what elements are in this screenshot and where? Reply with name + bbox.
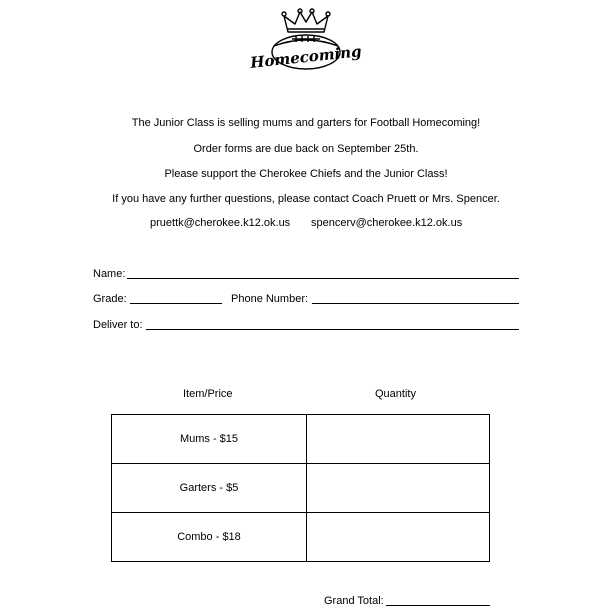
table-row [112, 415, 490, 464]
intro-line-2: Order forms are due back on September 25th. [193, 143, 419, 155]
intro-line-1: The Junior Class is selling mums and garters for Football Homecoming! [131, 117, 481, 129]
name-label: Name: [93, 268, 126, 280]
grade-label: Grade: [93, 293, 127, 305]
name-field[interactable] [127, 278, 519, 279]
phone-label: Phone Number: [231, 293, 309, 305]
grand-total-field[interactable] [386, 605, 490, 606]
email-pruett[interactable]: pruettk@cherokee.k12.ok.us [150, 217, 291, 229]
item-mums: Mums - $15 [112, 415, 307, 464]
homecoming-football-logo [249, 8, 363, 78]
item-garters: Garters - $5 [112, 464, 307, 513]
grade-field[interactable] [130, 303, 222, 304]
order-table [111, 414, 490, 562]
email-spencer[interactable]: spencerv@cherokee.k12.ok.us [311, 217, 463, 229]
deliver-field[interactable] [146, 329, 519, 330]
header-quantity: Quantity [375, 388, 416, 400]
quantity-mums-field[interactable] [307, 415, 490, 464]
quantity-combo-field[interactable] [307, 513, 490, 562]
table-row [112, 464, 490, 513]
grand-total-label: Grand Total: [324, 595, 384, 607]
intro-line-3: Please support the Cherokee Chiefs and the Junior Class! [164, 168, 448, 180]
intro-line-4: If you have any further questions, please contact Coach Pruett or Mrs. Spencer. [112, 193, 500, 205]
deliver-label: Deliver to: [93, 319, 143, 331]
table-row [112, 513, 490, 562]
item-combo: Combo - $18 [112, 513, 307, 562]
header-item-price: Item/Price [183, 388, 233, 400]
homecoming-wordmark: Homecoming [249, 42, 363, 72]
crown-icon [282, 9, 330, 32]
phone-field[interactable] [312, 303, 519, 304]
quantity-garters-field[interactable] [307, 464, 490, 513]
